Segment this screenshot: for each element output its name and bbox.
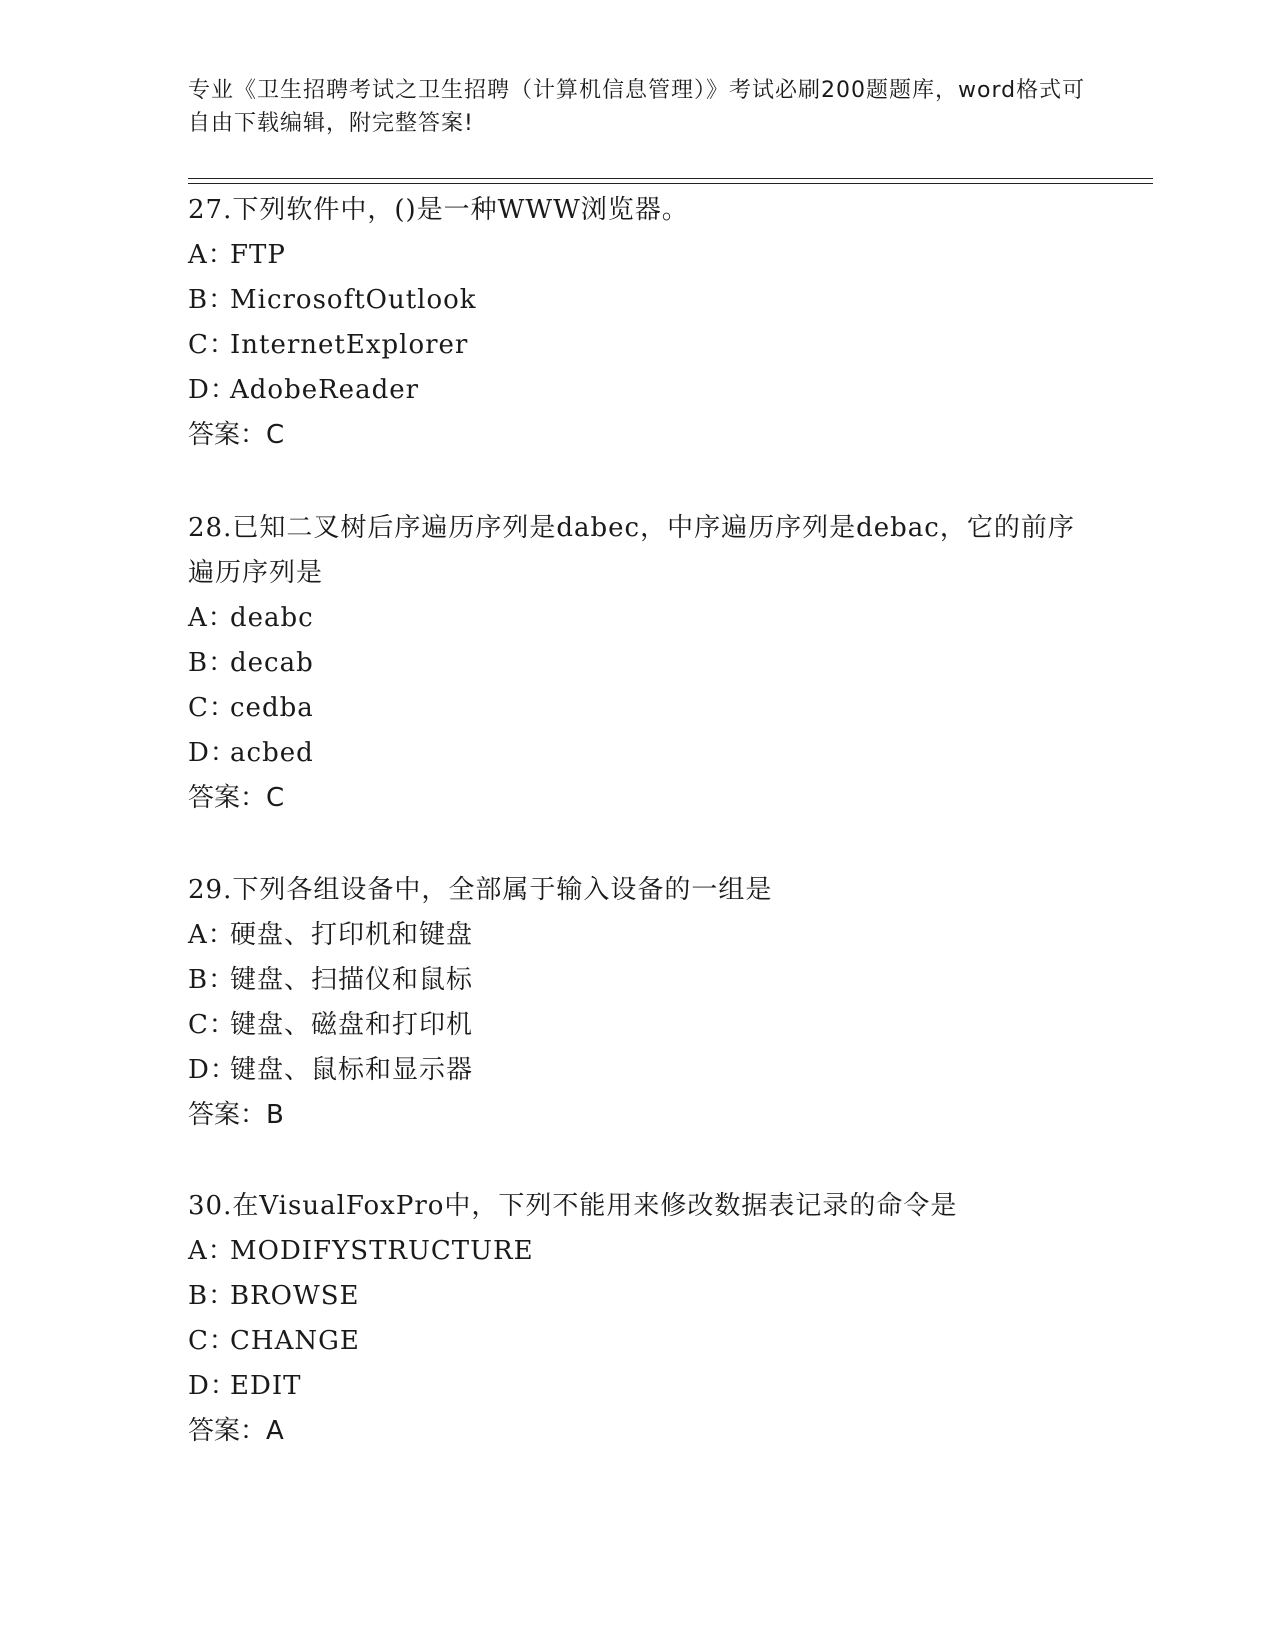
question-30 [188, 1184, 1088, 1454]
answer-line: 答案：C [188, 420, 285, 450]
answer-line: 答案：A [188, 1416, 284, 1446]
option-a [188, 913, 1088, 958]
option-text: deabc [230, 603, 314, 633]
option-a [188, 233, 1088, 278]
header-divider-bottom [188, 183, 1153, 184]
option-text: MODIFYSTRUCTURE [230, 1236, 534, 1266]
option-text: AdobeReader [230, 375, 420, 405]
option-b [188, 1274, 1088, 1319]
option-text: FTP [230, 240, 286, 270]
option-c [188, 1003, 1088, 1048]
option-text: 键盘、鼠标和显示器 [230, 1055, 474, 1085]
option-key: B： [188, 965, 236, 995]
option-text: decab [230, 648, 314, 678]
option-text: InternetExplorer [230, 330, 469, 360]
option-text: 硬盘、打印机和键盘 [230, 920, 474, 950]
option-a [188, 596, 1088, 641]
question-stem: 30.在VisualFoxPro中，下列不能用来修改数据表记录的命令是 [188, 1191, 958, 1221]
option-key: B： [188, 648, 236, 678]
option-text: BROWSE [230, 1281, 360, 1311]
option-key: B： [188, 1281, 236, 1311]
option-key: D： [188, 1371, 237, 1401]
option-key: C： [188, 1010, 236, 1040]
option-key: C： [188, 1326, 236, 1356]
question-28 [188, 506, 1088, 821]
option-b [188, 278, 1088, 323]
question-27 [188, 188, 1088, 458]
option-text: 键盘、磁盘和打印机 [230, 1010, 474, 1040]
option-a [188, 1229, 1088, 1274]
question-stem: 29.下列各组设备中，全部属于输入设备的一组是 [188, 875, 773, 905]
option-key: A： [188, 603, 235, 633]
question-stem: 28.已知二叉树后序遍历序列是dabec，中序遍历序列是debac，它的前序遍历序列是 [188, 513, 1075, 588]
option-d [188, 1364, 1088, 1409]
option-b [188, 641, 1088, 686]
option-c [188, 323, 1088, 368]
option-key: D： [188, 1055, 237, 1085]
option-key: D： [188, 738, 237, 768]
option-key: C： [188, 693, 236, 723]
document-header: 专业《卫生招聘考试之卫生招聘（计算机信息管理）》考试必刷200题题库，word格式可自由下载编辑，附完整答案! [188, 78, 1086, 136]
option-key: C： [188, 330, 236, 360]
question-29 [188, 868, 1088, 1138]
option-b [188, 958, 1088, 1003]
answer-line: 答案：B [188, 1100, 284, 1130]
option-key: B： [188, 285, 236, 315]
answer-line: 答案：C [188, 783, 285, 813]
question-stem: 27.下列软件中，()是一种WWW浏览器。 [188, 195, 689, 225]
option-d [188, 1048, 1088, 1093]
option-text: 键盘、扫描仪和鼠标 [230, 965, 474, 995]
header-divider-top [188, 178, 1153, 179]
option-text: acbed [230, 738, 314, 768]
option-key: A： [188, 920, 235, 950]
option-text: cedba [230, 693, 314, 723]
option-key: A： [188, 240, 235, 270]
option-key: D： [188, 375, 237, 405]
option-text: MicrosoftOutlook [230, 285, 477, 315]
option-d [188, 368, 1088, 413]
option-text: EDIT [230, 1371, 302, 1401]
option-c [188, 1319, 1088, 1364]
option-c [188, 686, 1088, 731]
option-text: CHANGE [230, 1326, 360, 1356]
option-key: A： [188, 1236, 235, 1266]
option-d [188, 731, 1088, 776]
